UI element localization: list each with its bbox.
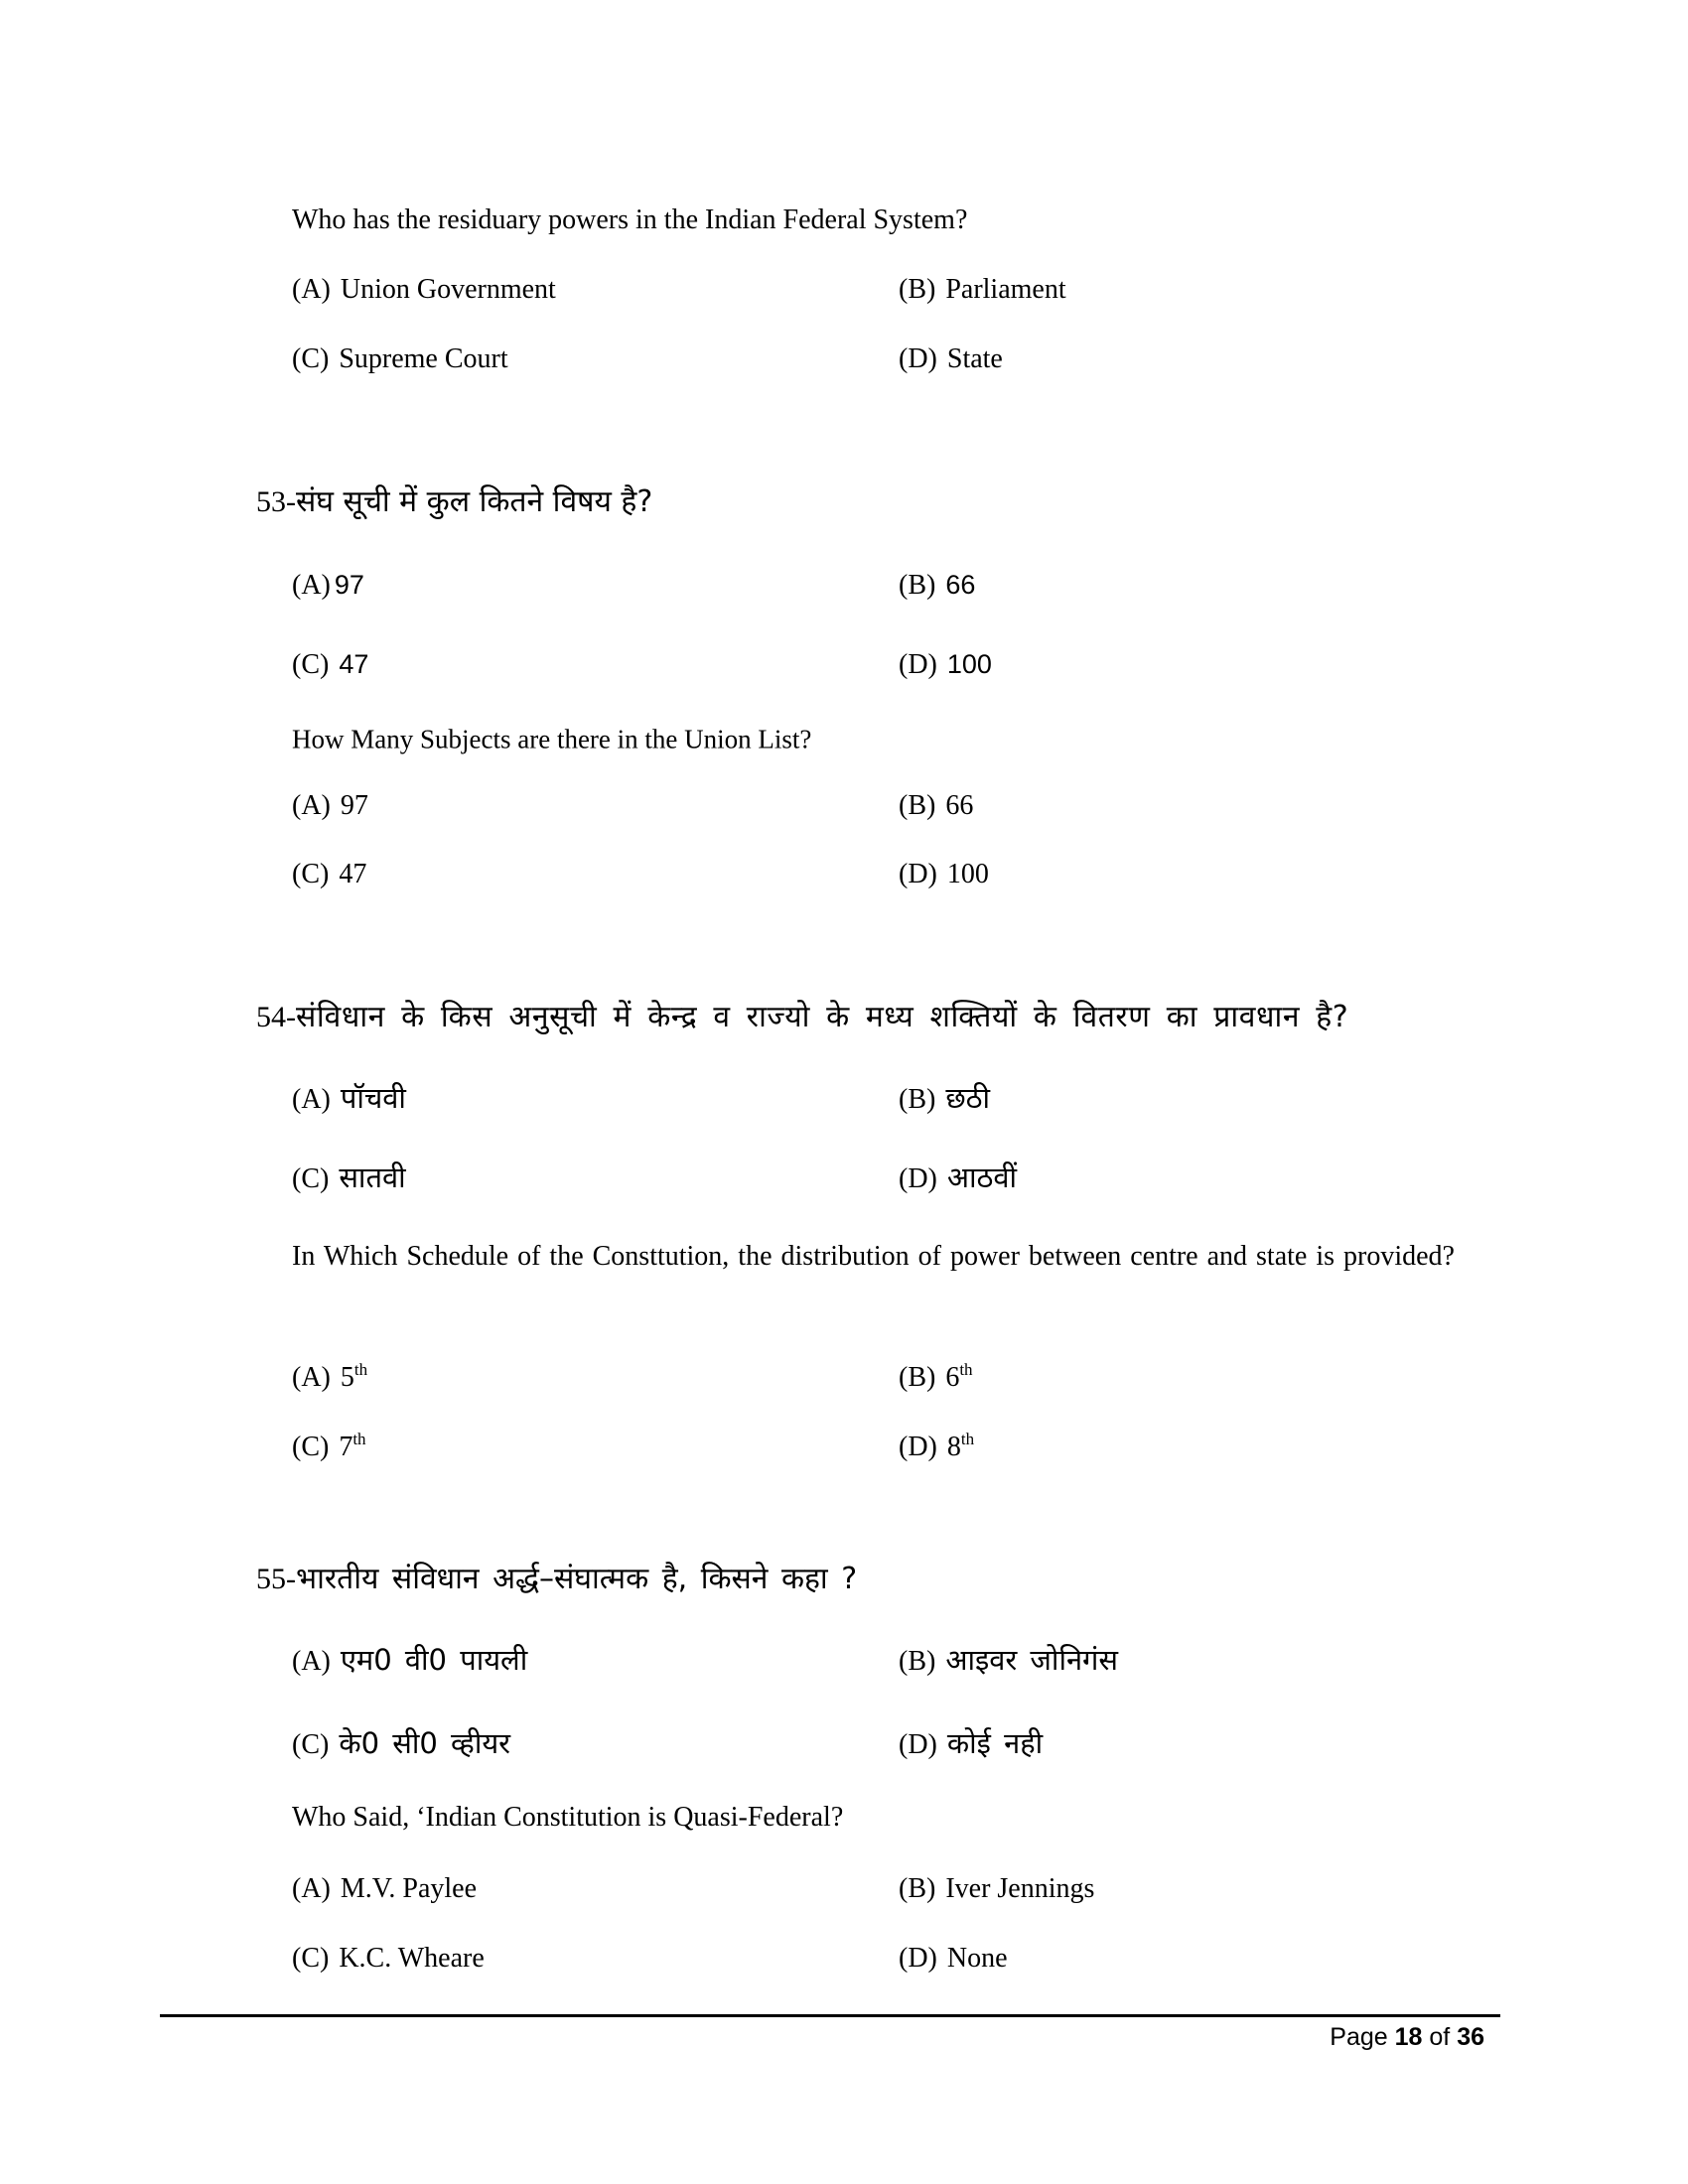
option-text: M.V. Paylee bbox=[340, 1873, 478, 1904]
question-53-english-option-d bbox=[899, 861, 989, 888]
option-text: 7 bbox=[339, 1432, 353, 1462]
question-52-option-b bbox=[899, 276, 1066, 304]
ordinal-suffix: th bbox=[959, 1360, 973, 1379]
option-label: (A) bbox=[292, 790, 331, 821]
option-label: (D) bbox=[899, 1432, 937, 1462]
option-label: (C) bbox=[292, 649, 330, 680]
question-53-english-text: How Many Subjects are there in the Union List? bbox=[292, 724, 812, 754]
question-54-hindi-option-c bbox=[292, 1160, 406, 1194]
option-label: (A) bbox=[292, 1646, 331, 1677]
question-55-english-text: Who Said, ‘Indian Constitution is Quasi-Federal? bbox=[292, 1802, 844, 1833]
option-label: (D) bbox=[899, 1943, 937, 1974]
question-54-english-option-d bbox=[899, 1430, 975, 1462]
option-label: (A) bbox=[292, 570, 331, 601]
question-52-option-a bbox=[292, 276, 556, 304]
option-label: (D) bbox=[899, 649, 937, 680]
ordinal-suffix: th bbox=[960, 1430, 975, 1448]
question-52-option-c bbox=[292, 345, 508, 373]
option-label: (C) bbox=[292, 1943, 330, 1974]
option-label: (C) bbox=[292, 1729, 330, 1760]
question-53-hindi-option-c bbox=[292, 651, 368, 679]
question-53-english-option-a bbox=[292, 792, 368, 820]
option-text: Supreme Court bbox=[339, 343, 508, 374]
option-text: सातवी bbox=[339, 1160, 406, 1194]
option-label: (D) bbox=[899, 1729, 937, 1760]
option-text: Parliament bbox=[945, 274, 1066, 305]
option-text: के0 सी0 व्हीयर bbox=[339, 1726, 511, 1760]
question-55-hindi-option-c bbox=[292, 1726, 511, 1760]
option-text: छठी bbox=[945, 1081, 991, 1115]
option-text: 8 bbox=[946, 1432, 961, 1462]
option-text: K.C. Wheare bbox=[339, 1943, 485, 1974]
question-number: 53- bbox=[256, 485, 296, 518]
option-text: पॉचवी bbox=[340, 1081, 406, 1115]
question-54-english-text: In Which Schedule of the Consttution, the distribution of power between centre and state is provided? bbox=[292, 1241, 1455, 1272]
question-53-hindi-option-d bbox=[899, 651, 992, 679]
question-55-english-option-d bbox=[899, 1945, 1008, 1973]
question-55-hindi-option-b bbox=[899, 1643, 1118, 1677]
ordinal-suffix: th bbox=[353, 1360, 368, 1379]
option-text: कोई नही bbox=[946, 1726, 1044, 1760]
page-number bbox=[1330, 2025, 1484, 2050]
option-text: एम0 वी0 पायली bbox=[340, 1643, 528, 1677]
question-54-english-option-a bbox=[292, 1360, 368, 1393]
ordinal-suffix: th bbox=[352, 1430, 366, 1448]
option-text: None bbox=[946, 1943, 1008, 1974]
page-word: Page bbox=[1330, 2023, 1388, 2051]
option-text: आठवीं bbox=[946, 1160, 1017, 1194]
option-label: (A) bbox=[292, 1362, 331, 1393]
option-label: (D) bbox=[899, 859, 937, 889]
question-55-english-option-a bbox=[292, 1875, 477, 1903]
question-55-hindi-option-d bbox=[899, 1726, 1044, 1760]
option-label: (B) bbox=[899, 1873, 936, 1904]
option-label: (C) bbox=[292, 859, 330, 889]
option-text: 66 bbox=[945, 570, 976, 600]
option-text: 5 bbox=[340, 1362, 354, 1393]
question-53-english-option-b bbox=[899, 792, 973, 820]
total-pages: 36 bbox=[1457, 2023, 1484, 2051]
question-54-english-option-c bbox=[292, 1430, 366, 1462]
question-55-hindi-option-a bbox=[292, 1643, 528, 1677]
option-label: (B) bbox=[899, 274, 936, 305]
option-text: 47 bbox=[339, 649, 369, 679]
current-page: 18 bbox=[1394, 2023, 1423, 2051]
option-text: 100 bbox=[946, 649, 992, 679]
option-text: State bbox=[946, 343, 1003, 374]
question-number: 55- bbox=[256, 1563, 296, 1595]
question-55-english-option-b bbox=[899, 1875, 1094, 1903]
option-label: (C) bbox=[292, 343, 330, 374]
option-label: (A) bbox=[292, 1084, 331, 1115]
question-54-hindi-option-d bbox=[899, 1160, 1017, 1194]
footer-divider bbox=[160, 2014, 1500, 2017]
question-55-hindi-text: भारतीय संविधान अर्द्ध–संघात्मक है, किसने कहा ? bbox=[296, 1562, 858, 1596]
option-text: 97 bbox=[334, 570, 364, 600]
option-text: Iver Jennings bbox=[945, 1873, 1095, 1904]
option-label: (A) bbox=[292, 1873, 331, 1904]
option-text: Union Government bbox=[340, 274, 556, 305]
option-label: (D) bbox=[899, 1163, 937, 1194]
option-label: (C) bbox=[292, 1432, 330, 1462]
question-52-english-text: Who has the residuary powers in the Indian Federal System? bbox=[292, 205, 968, 235]
option-label: (B) bbox=[899, 570, 936, 601]
option-text: 47 bbox=[339, 859, 367, 889]
option-text: आइवर जोनिगंस bbox=[945, 1643, 1118, 1677]
question-55-hindi bbox=[256, 1562, 858, 1596]
question-54-english-option-b bbox=[899, 1360, 973, 1393]
question-53-hindi-text: संघ सूची में कुल कितने विषय है? bbox=[296, 484, 653, 519]
option-label: (C) bbox=[292, 1163, 330, 1194]
option-label: (B) bbox=[899, 1084, 936, 1115]
option-text: 100 bbox=[946, 859, 989, 889]
question-53-hindi bbox=[256, 484, 653, 519]
question-54-hindi-option-a bbox=[292, 1081, 406, 1115]
question-54-hindi bbox=[256, 1000, 1349, 1034]
question-number: 54- bbox=[256, 1001, 296, 1033]
option-text: 97 bbox=[340, 790, 368, 821]
option-label: (B) bbox=[899, 1362, 936, 1393]
of-word: of bbox=[1429, 2023, 1451, 2051]
question-53-hindi-option-a bbox=[292, 572, 364, 600]
option-text: 6 bbox=[945, 1362, 960, 1393]
option-label: (B) bbox=[899, 1646, 936, 1677]
option-label: (D) bbox=[899, 343, 937, 374]
option-label: (A) bbox=[292, 274, 331, 305]
question-53-hindi-option-b bbox=[899, 572, 975, 600]
option-text: 66 bbox=[945, 790, 974, 821]
question-54-hindi-text: संविधान के किस अनुसूची में केन्द्र व राज्यो के मध्य शक्तियों के वितरण का प्रावधान है? bbox=[296, 1000, 1349, 1034]
question-55-english-option-c bbox=[292, 1945, 485, 1973]
question-52-option-d bbox=[899, 345, 1003, 373]
question-54-hindi-option-b bbox=[899, 1081, 991, 1115]
question-53-english-option-c bbox=[292, 861, 366, 888]
option-label: (B) bbox=[899, 790, 936, 821]
